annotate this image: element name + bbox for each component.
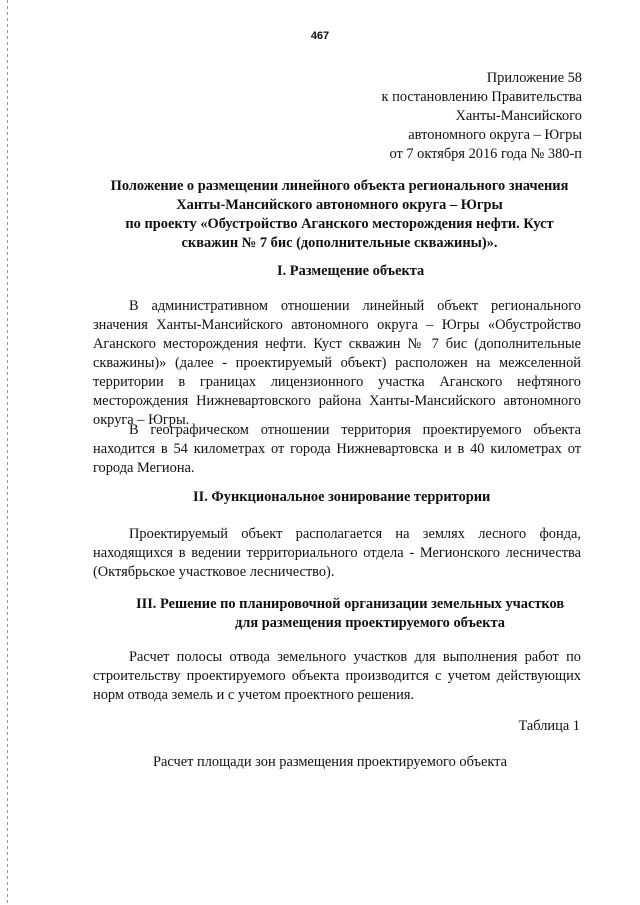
section-1-paragraph-2: В географическом отношении территория проектируемого объекта находится в 54 километрах от города Нижневартовска и в 40 километрах от города Мегиона. xyxy=(93,422,581,476)
appendix-line: Приложение 58 xyxy=(486,70,582,86)
table-caption: Расчет площади зон размещения проектируемого объекта xyxy=(153,754,508,770)
page-number: 467 xyxy=(310,30,330,42)
binding-margin-line xyxy=(7,0,8,905)
section-3-heading-line-1: III. Решение по планировочной организации земельных участков xyxy=(136,596,565,612)
appendix-line: от 7 октября 2016 года № 380-п xyxy=(389,146,582,162)
title-line: Ханты-Мансийского автономного округа – Югры xyxy=(176,197,503,213)
section-1-heading: I. Размещение объекта xyxy=(277,263,425,279)
appendix-line: Ханты-Мансийского xyxy=(455,108,582,124)
section-1-paragraph-1: В административном отношении линейный объект регионального значения Ханты-Мансийского автономного округа – Югры «Обустройство Аганского месторождения нефти. Куст скважин № 7 бис (дополнительные скважины)» (далее - проектируемый объект) расположен на межселенной территории в границах лицензионного участка Аганского нефтяного месторождения Нижневартовского района Ханты-Мансийского автономного округа – Югры. xyxy=(93,298,581,428)
section-3-paragraph: Расчет полосы отвода земельного участков для выполнения работ по строительству проектируемого объекта производится с учетом действующих норм отвода земель и с учетом проектного решения. xyxy=(93,649,581,703)
title-line: скважин № 7 бис (дополнительные скважины)». xyxy=(181,235,498,251)
table-label: Таблица 1 xyxy=(518,718,580,734)
appendix-block xyxy=(262,69,582,164)
appendix-line: к постановлению Правительства xyxy=(381,89,582,105)
section-2-heading: II. Функциональное зонирование территории xyxy=(193,489,491,505)
title-line: по проекту «Обустройство Аганского месторождения нефти. Куст xyxy=(125,216,554,232)
appendix-line: автономного округа – Югры xyxy=(408,127,582,143)
title-line: Положение о размещении линейного объекта регионального значения xyxy=(110,178,569,194)
document-title xyxy=(92,177,587,253)
section-2-paragraph: Проектируемый объект располагается на землях лесного фонда, находящихся в ведении территориального отдела - Мегионского лесничества (Октябрьское участковое лесничество). xyxy=(93,526,581,580)
section-3-heading-line-2: для размещения проектируемого объекта xyxy=(235,615,506,631)
